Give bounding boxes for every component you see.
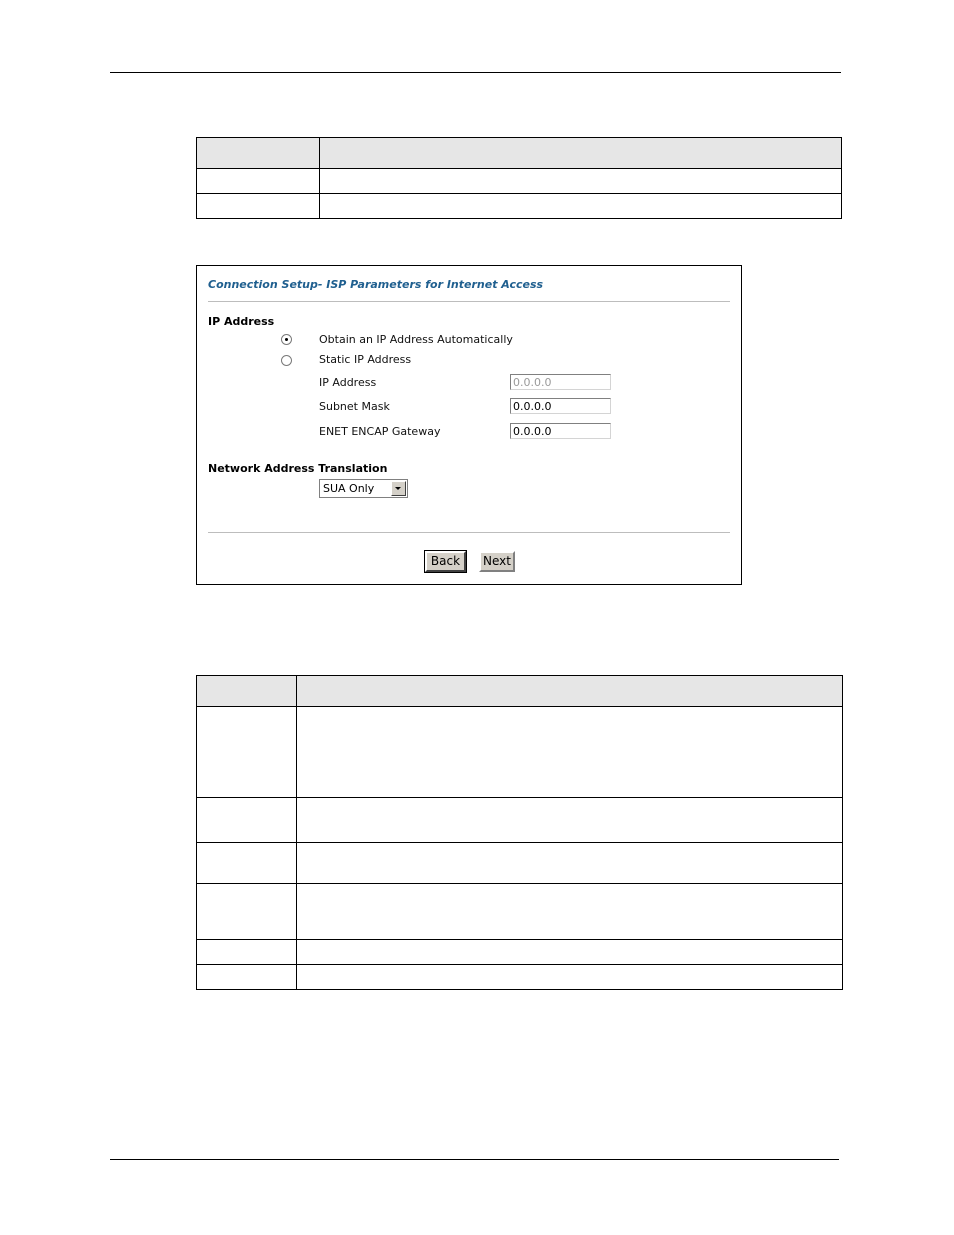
table-row [197,940,843,965]
table-row [197,798,843,843]
table-row [197,707,843,798]
ip-address-field[interactable] [510,374,611,390]
chevron-down-icon[interactable] [391,481,406,496]
table-header-cell [297,676,843,707]
table-cell [197,194,320,219]
ip-address-label: IP Address [319,376,377,389]
table-cell [197,843,297,884]
isp-parameters-screenshot [196,265,742,585]
top-table [196,137,842,219]
ip-address-section-label: IP Address [208,315,275,328]
nat-select[interactable] [319,479,408,498]
radio-obtain-automatically[interactable] [281,334,292,345]
table-cell [297,798,843,843]
table-cell [197,965,297,990]
table-header-cell [197,138,320,169]
table-cell [197,798,297,843]
radio-obtain-label: Obtain an IP Address Automatically [319,333,513,346]
subnet-mask-label: Subnet Mask [319,400,390,413]
table-header-row [197,138,842,169]
table-cell [297,965,843,990]
table-cell [320,194,842,219]
subnet-mask-field[interactable] [510,398,611,414]
divider [208,532,730,533]
table-row [197,965,843,990]
table-cell [197,940,297,965]
panel-title: Connection Setup- ISP Parameters for Internet Access [208,278,544,291]
table-cell [297,940,843,965]
divider [208,301,730,302]
table-cell [297,707,843,798]
back-button[interactable]: Back [425,551,466,572]
gateway-field[interactable] [510,423,611,439]
table-cell [320,169,842,194]
table-cell [297,884,843,940]
table-cell [297,843,843,884]
field-description-table [196,675,843,990]
next-button[interactable]: Next [479,551,515,572]
table-row [197,194,842,219]
gateway-label: ENET ENCAP Gateway [319,425,441,438]
nat-selected-value: SUA Only [323,482,375,495]
footer-rule [110,1159,839,1160]
radio-static-label: Static IP Address [319,353,412,366]
table-cell [197,707,297,798]
table-row [197,884,843,940]
radio-static-ip[interactable] [281,355,292,366]
table-header-cell [320,138,842,169]
table-row [197,843,843,884]
header-rule [110,72,841,73]
nat-section-label: Network Address Translation [208,462,388,475]
table-cell [197,169,320,194]
table-row [197,169,842,194]
table-header-cell [197,676,297,707]
table-cell [197,884,297,940]
table-header-row [197,676,843,707]
